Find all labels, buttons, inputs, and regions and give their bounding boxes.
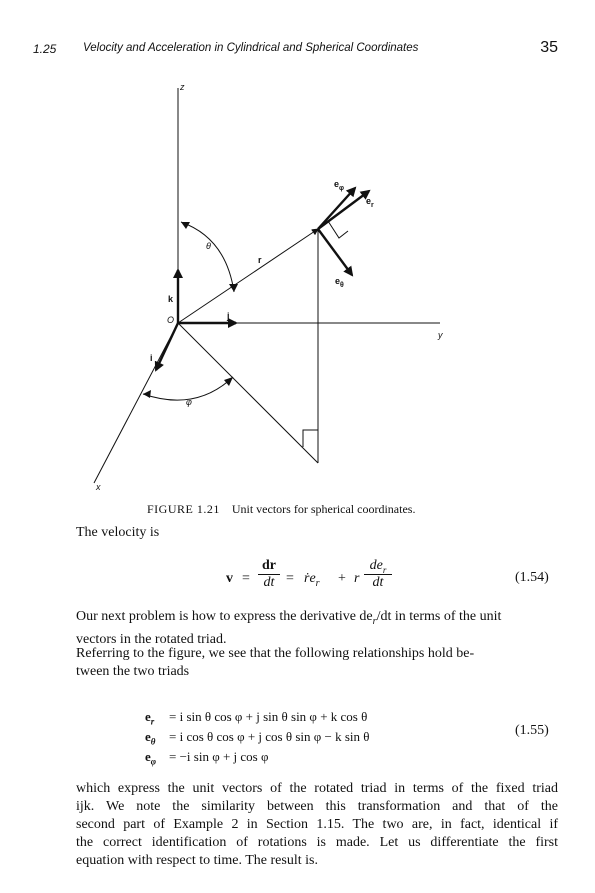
section-title: Velocity and Acceleration in Cylindrical and Spherical Coordinates (83, 42, 419, 54)
caption-label: FIGURE 1.21 (147, 502, 220, 516)
r-vector (178, 229, 318, 323)
label-origin: O (167, 315, 175, 325)
xy-projection (178, 323, 318, 463)
fraction-der-dt (364, 558, 392, 591)
section-number: 1.25 (33, 42, 57, 56)
paragraph-3-line-1: which express the unit vectors of the rotated triad in terms of the fixed triad (76, 781, 558, 796)
page-number: 35 (540, 39, 558, 56)
figure-spherical-unit-vectors (0, 80, 595, 500)
figure-caption (147, 502, 415, 517)
label-theta: θ (206, 241, 211, 251)
phi-arc-arrow-right (224, 377, 233, 386)
i-vector (156, 323, 178, 370)
frac1-numerator: dr (262, 558, 276, 573)
eq-equals-1: = (242, 571, 250, 586)
equation-1-54 (226, 558, 466, 602)
theta-arc (181, 222, 234, 292)
intro-line: The velocity is (76, 525, 160, 540)
paragraph-1-line-1: Our next problem is how to express the derivative $de_r/dt$ in terms of the unit (76, 609, 502, 627)
label-j: j (227, 311, 230, 321)
eq-equals-2: = (286, 571, 294, 586)
label-z: z (180, 82, 185, 92)
paragraph-3-line-3: second part of Example 2 in Section 1.15. The two are, in fact, identical if (76, 817, 558, 832)
eq-r-dot-er: ṙe$_r$ (304, 571, 320, 589)
label-e-r: $e_r$ (366, 196, 374, 209)
paragraph-1 (76, 608, 558, 649)
label-e-phi: $e_\varphi$ (334, 179, 345, 192)
phi-arc-arrow-left (143, 390, 151, 398)
label-phi: φ (186, 397, 192, 407)
eq-plus: + (338, 571, 346, 586)
paragraph-3-line-2: ijk. We note the similarity between this transformation and that of the (76, 799, 558, 814)
paragraph-3-line-5: equation with respect to time. The result is. (76, 853, 318, 868)
label-e-theta: $e_\theta$ (335, 276, 344, 289)
figure-diagram (0, 80, 595, 500)
paragraph-3-line-4: the correct identification of rotations is made. Let us differentiate the first (76, 835, 558, 850)
equation-row-er: $e_r = i$ sin θ cos φ + j sin θ sin φ + k cos θ (145, 709, 368, 727)
label-k: k (168, 294, 174, 304)
frac2-numerator: $de_r$ (369, 558, 387, 575)
frac1-denominator: dt (263, 575, 275, 590)
x-axis (94, 323, 178, 483)
equation-row-ephi: $e_\varphi = -i$ sin φ + j cos φ (145, 749, 269, 767)
right-angle-marker (303, 430, 318, 447)
running-head (33, 39, 558, 62)
paragraph-2-line-1: Referring to the figure, we see that the following relationships hold be- (76, 646, 475, 661)
frac2-denominator: dt (372, 575, 384, 590)
label-r: r (258, 255, 262, 265)
label-y: y (438, 330, 443, 340)
paragraph-2 (76, 645, 558, 681)
caption-text: Unit vectors for spherical coordinates. (231, 502, 416, 516)
label-x: x (96, 482, 101, 492)
e-r-vector (318, 191, 369, 229)
paragraph-3 (76, 780, 558, 870)
eq-r: r (354, 571, 360, 586)
fraction-dr-dt (258, 558, 280, 591)
label-i: i (150, 353, 153, 363)
eq-lhs-v: v (226, 571, 233, 586)
equation-set-1-55 (145, 707, 369, 767)
equation-row-etheta: $e_\theta = i$ cos θ cos φ + j cos θ sin φ − k sin θ (145, 729, 370, 747)
triad-right-angle (328, 221, 348, 238)
equation-number-1-55: (1.55) (515, 723, 549, 738)
equation-number-1-54: (1.54) (515, 570, 549, 585)
e-phi-vector (318, 188, 355, 229)
paragraph-1-line-2: vectors in the rotated triad. (76, 631, 227, 647)
paragraph-2-line-2: tween the two triads (76, 664, 190, 679)
e-theta-vector (318, 229, 352, 275)
